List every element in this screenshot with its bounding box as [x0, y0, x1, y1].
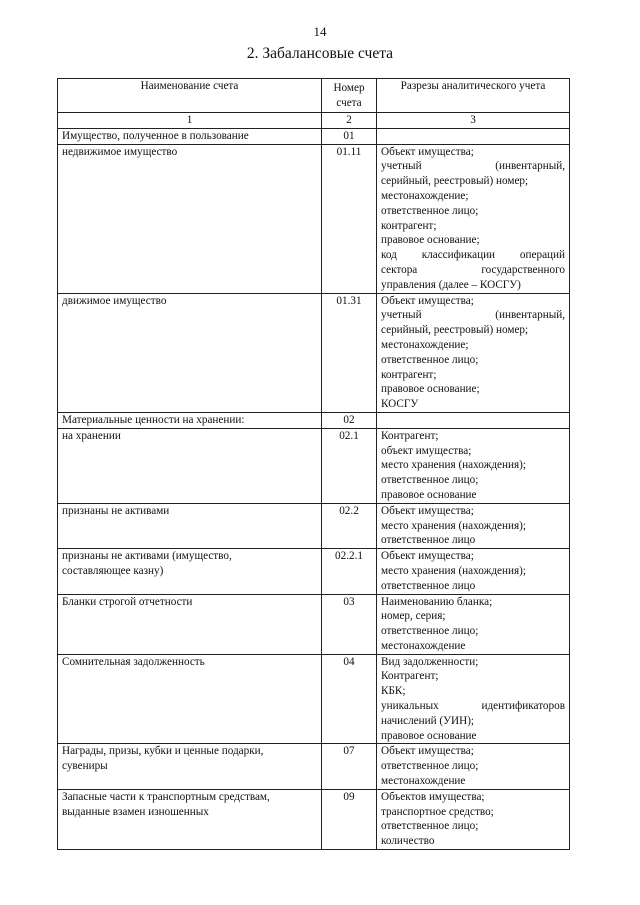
analytics-attribute: Объект имущества; [381, 745, 474, 758]
analytics-attribute: местонахождение; [381, 338, 469, 351]
account-name: движимое имущество [58, 293, 322, 412]
analytics-attribute: Контрагент; [381, 670, 439, 683]
account-name: Имущество, полученное в пользование [58, 128, 322, 144]
account-name: Бланки строгой отчетности [58, 594, 322, 654]
analytics-attribute: Объект имущества; [381, 550, 474, 563]
analytics-attribute: правовое основание; [381, 234, 480, 247]
analytics-attributes [377, 428, 570, 503]
header-row [58, 79, 570, 113]
analytics-attributes [377, 503, 570, 548]
analytics-attribute: ответственное лицо; [381, 474, 479, 487]
index-col-3: 3 [377, 113, 570, 129]
page-number: 14 [313, 24, 327, 39]
analytics-attributes [377, 654, 570, 744]
account-number: 02 [322, 412, 377, 428]
analytics-attribute: количество [381, 835, 435, 848]
index-row [58, 113, 570, 129]
analytics-attribute: ответственное лицо [381, 579, 476, 592]
analytics-attribute: место хранения (нахождения); [381, 459, 526, 472]
analytics-attribute: местонахождение [381, 639, 466, 652]
table-row [58, 789, 570, 849]
analytics-attribute: Объект имущества; [381, 504, 474, 517]
analytics-attribute: Объект имущества; [381, 294, 474, 307]
account-number: 01.11 [322, 144, 377, 293]
analytics-attribute: сектора государственного [381, 263, 565, 276]
account-name: признаны не активами [58, 503, 322, 548]
analytics-attributes [377, 789, 570, 849]
analytics-attribute: управления (далее – КОСГУ) [381, 278, 521, 291]
account-number: 02.1 [322, 428, 377, 503]
analytics-attribute: правовое основание [381, 729, 477, 742]
table-row [58, 428, 570, 503]
table-row [58, 654, 570, 744]
table-row [58, 412, 570, 428]
account-number: 09 [322, 789, 377, 849]
account-number: 01 [322, 128, 377, 144]
account-number: 02.2.1 [322, 549, 377, 594]
account-name: недвижимое имущество [58, 144, 322, 293]
header-account-number: Номер счета [322, 79, 377, 113]
analytics-attribute: местонахождение; [381, 189, 469, 202]
account-number: 07 [322, 744, 377, 789]
analytics-attribute: серийный, реестровый) номер; [381, 175, 529, 188]
analytics-attribute: Объект имущества; [381, 145, 474, 158]
analytics-attribute: начислений (УИН); [381, 714, 475, 727]
analytics-attribute: Наименованию бланка; [381, 595, 493, 608]
account-number: 01.31 [322, 293, 377, 412]
table-row [58, 503, 570, 548]
account-name: признаны не активами (имущество, составляющее казну) [58, 549, 322, 594]
analytics-attribute: Объектов имущества; [381, 790, 485, 803]
table-row [58, 594, 570, 654]
index-col-1: 1 [58, 113, 322, 129]
analytics-attribute: КБК; [381, 685, 406, 698]
analytics-attributes [377, 293, 570, 412]
accounts-table-body [58, 79, 570, 850]
analytics-attributes [377, 744, 570, 789]
analytics-attribute: ответственное лицо [381, 534, 476, 547]
account-name: Сомнительная задолженность [58, 654, 322, 744]
analytics-attributes [377, 412, 570, 428]
analytics-attribute: место хранения (нахождения); [381, 564, 526, 577]
analytics-attribute: контрагент; [381, 368, 437, 381]
table-row [58, 144, 570, 293]
table-row [58, 128, 570, 144]
analytics-attribute: код классификации операций [381, 249, 565, 262]
analytics-attribute: Контрагент; [381, 429, 439, 442]
analytics-attribute: правовое основание; [381, 383, 480, 396]
analytics-attribute: КОСГУ [381, 398, 419, 411]
analytics-attributes [377, 128, 570, 144]
analytics-attributes [377, 549, 570, 594]
analytics-attribute: ответственное лицо; [381, 353, 479, 366]
analytics-attribute: контрагент; [381, 219, 437, 232]
table-row [58, 293, 570, 412]
analytics-attribute: ответственное лицо; [381, 820, 479, 833]
analytics-attributes [377, 144, 570, 293]
analytics-attribute: местонахождение [381, 775, 466, 788]
analytics-attribute: учетный (инвентарный, [381, 309, 565, 322]
account-number: 03 [322, 594, 377, 654]
account-name: на хранении [58, 428, 322, 503]
account-number: 04 [322, 654, 377, 744]
analytics-attribute: номер, серия; [381, 610, 446, 623]
index-col-2: 2 [322, 113, 377, 129]
header-account-name: Наименование счета [58, 79, 322, 113]
analytics-attribute: ответственное лицо; [381, 760, 479, 773]
table-row [58, 549, 570, 594]
analytics-attribute: серийный, реестровый) номер; [381, 324, 529, 337]
analytics-attribute: место хранения (нахождения); [381, 519, 526, 532]
table-row [58, 744, 570, 789]
analytics-attribute: объект имущества; [381, 444, 472, 457]
analytics-attribute: ответственное лицо; [381, 625, 479, 638]
analytics-attribute: Вид задолженности; [381, 655, 479, 668]
analytics-attributes [377, 594, 570, 654]
header-analytics: Разрезы аналитического учета [377, 79, 570, 113]
account-name: Награды, призы, кубки и ценные подарки, сувениры [58, 744, 322, 789]
account-name: Материальные ценности на хранении: [58, 412, 322, 428]
analytics-attribute: ответственное лицо; [381, 204, 479, 217]
analytics-attribute: уникальных идентификаторов [381, 700, 565, 713]
account-name: Запасные части к транспортным средствам, выданные взамен изношенных [58, 789, 322, 849]
analytics-attribute: правовое основание [381, 488, 477, 501]
accounts-table [57, 78, 570, 850]
analytics-attribute: учетный (инвентарный, [381, 160, 565, 173]
section-title: 2. Забалансовые счета [246, 45, 394, 62]
account-number: 02.2 [322, 503, 377, 548]
analytics-attribute: транспортное средство; [381, 805, 494, 818]
